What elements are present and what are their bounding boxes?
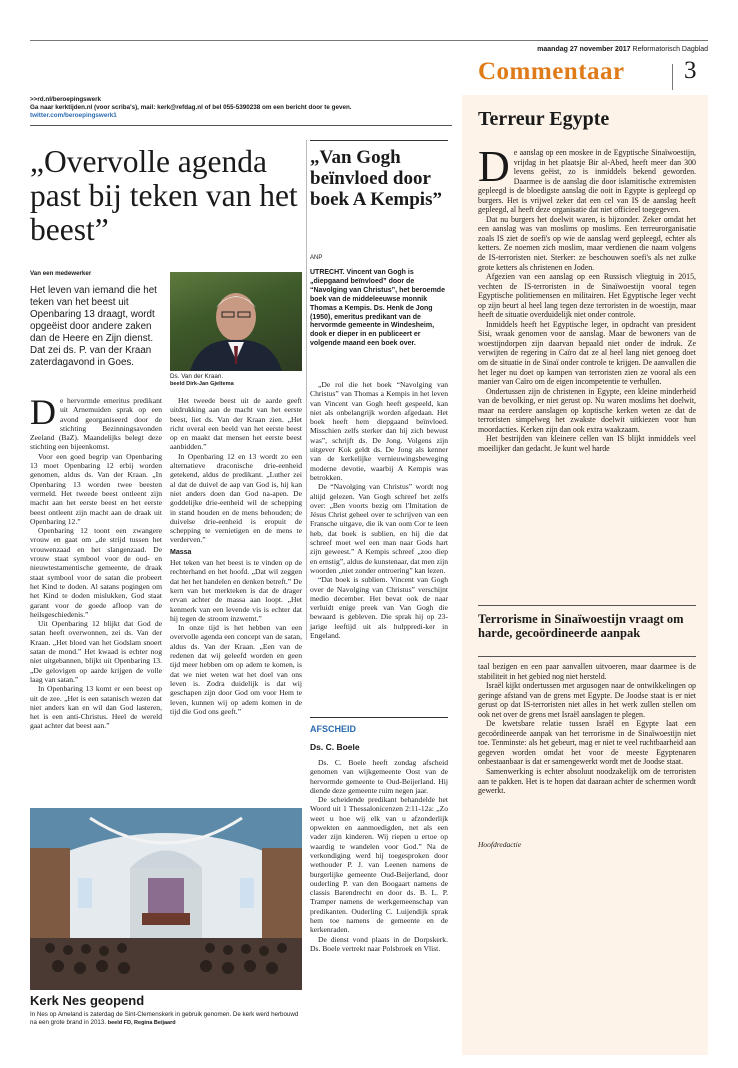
column-divider xyxy=(306,140,307,640)
gogh-source: ANP xyxy=(310,255,323,261)
commentaar-rule-2 xyxy=(478,656,696,657)
header-date: maandag 27 november 2017 xyxy=(537,46,631,53)
afscheid-rule xyxy=(310,717,448,718)
paragraph: Ds. C. Boele heeft zondag afscheid genomen van wijkgemeente Oost van de hervormde gemeente te Oud-Beijerland. Hij diende deze gemeente ruim negen jaar. xyxy=(310,758,448,795)
paragraph: In Openbaring 12 en 13 wordt zo een alternatieve draconische drie-eenheid getekend, aldus de predikant. „Luther zei al dat de duivel de aap van God is, hij kan niet anders doen dan God na-apen. De goddelijke drie-eenheid wil de schepping in stand houden en de mens behouden; de duivelse drie-eenheid is eropuit de schepping te vernietigen en de mens te verderven.” xyxy=(170,451,302,545)
gogh-body xyxy=(310,380,448,640)
paragraph: De kwetsbare relatie tussen Israël en Egypte laat een gecoördineerde aanpak van het terrorisme in de Sinaïwoestijn niet toe. Tenminste: als het gebeurt, mag er niet te veel ruchtbaarheid aan gegeven worden omdat het voor de meeste Egyptenaren onbestaanbaar is dat er samengewerkt wordt met de Joodse staat. xyxy=(478,719,696,767)
paragraph: Het bestrijden van kleinere cellen van IS blijkt inmiddels veel moeilijker dan gedacht. Je kunt wel harde xyxy=(478,434,696,453)
commentaar-subtitle: Terrorisme in Sinaïwoestijn vraagt om harde, gecoördineerde aanpak xyxy=(478,612,684,640)
paragraph: Openbaring 12 toont een zwangere vrouw en gaat om „de strijd tussen het vrouwenzaad en het slangenzaad. De vrouw staat symbool voor de oud- en nieuwtestamentische gemeente, de draak staat symbool voor de satan die probeert het Kind te doden. Al satans pogingen om het Kind te doden mislukken, God staat garant voor de goede afloop van de heilsgeschiedenis.” xyxy=(30,526,162,619)
paragraph: Afgezien van een aanslag op een Russisch vliegtuig in 2015, vechten de IS-terroristen in de Sinaïwoestijn vooral tegen Egyptische politiemensen en militairen. Het Egyptische leger vecht op zijn beurt al heel lang tegen deze terroristen in de woestijn, maar heeft de situatie overduidelijk niet onder controle. xyxy=(478,272,696,320)
commentaar-rule xyxy=(478,605,696,606)
paragraph: Israël kijkt ondertussen met argusogen naar de ontwikkelingen op geringe afstand van de grens met Egypte. De Joodse staat is er niet gerust op dat IS-terroristen niet alles in het werk zullen stellen om ook net over de grens met Israël aanslagen te plegen. xyxy=(478,681,696,719)
commentaar-continued xyxy=(478,662,696,796)
portrait-illustration xyxy=(170,272,302,371)
subheading: Massa xyxy=(170,548,192,556)
paragraph: De dienst vond plaats in de Dorpskerk. Ds. Boele vertrekt naar Polsbroek en Vlist. xyxy=(310,934,448,953)
paragraph: De scheidende predikant behandelde het Woord uit 1 Thessalonicenzen 2:11-12a: „Zo weet u hoe wij elk van u afzonderlijk opwekten en aanmoedigden, net als een vader zijn kinderen. Wij riepen u ertoe op waardig te wandelen voor God.” Na de verkondiging werd hij toegesproken door wethouder P. J. van Leenen namens de burgerlijke gemeente Oud-Beijerland, door ouderling P. van den Boogaart namens de classis Barendrecht en door ds. B. L. P. Tramper namens de werkgemeenschap van predikanten. Ouderling C. Luijendijk sprak hem toe namens de gemeente en de kerkenraden. xyxy=(310,795,448,935)
paragraph: Het tweede beest uit de aarde geeft uitdrukking aan de macht van het eerste beest, liet ds. Van der Kraan zien. „Het richt overal een beeld van het eerste beest op en maakt dat mensen het eerste beest aanbidden.” xyxy=(170,396,302,452)
dropcap: D xyxy=(30,392,56,432)
afscheid-body xyxy=(310,758,448,953)
paragraph: Dat nu burgers het doelwit waren, is bijzonder. Zeker omdat het een aanslag was van moslims op moslims. Een terreurorganisatie zoals IS ziet de soefi's op wie de aanslag werd gepleegd, echter als ketters. Ze noemen zich moslim, maar verdienen die naam volgens de IS-terroristen niet. Sterker: ze beschouwen soefi's als net zulke grote ketters als christenen en Joden. xyxy=(478,214,696,272)
church-interior-illustration xyxy=(30,808,302,990)
main-headline: „Overvolle agenda past bij teken van het beest” xyxy=(30,144,298,247)
kerk-caption-text: In Nes op Ameland is zaterdag de Sint-Clemenskerk in gebruik genomen. De kerk werd herbouwd na een grote brand in 2013. xyxy=(30,1011,299,1027)
col1-first: e hervormde emeritus predikant uit Arnemuiden sprak op een avond georganiseerd door de stichting Bezinningsavonden Zeeland (BaZ). Maandelijks belegt deze stichting een bijeenkomst. xyxy=(30,396,162,452)
signature: Hoofdredactie xyxy=(478,840,522,849)
afscheid-name: Ds. C. Boele xyxy=(310,742,360,752)
kerk-credit: beeld FD, Regina Beijaard xyxy=(107,1020,176,1027)
paragraph: „De rol die het boek “Navolging van Christus” van Thomas a Kempis in het leven van Vincent van Gogh heeft gespeeld, kan niet als onbelangrijk worden afgedaan. Het boek heeft hem diepgaand beïnvloed. Misschien zelfs sterker dan hij zich bewust was”, schrijft ds. De Jong. Volgens zijn uitgever Kok geldt ds. De Jong als kenner van de kerkelijke vernieuwingsbeweging moderne devotie, waarbij A Kempis was betrokken. xyxy=(310,380,448,482)
section-title: Commentaar xyxy=(478,58,625,85)
notice-twitter[interactable]: twitter.com/beroepingswerk1 xyxy=(30,112,117,119)
paragraph: Samenwerking is echter absoluut noodzakelijk om de terroristen aan te pakken. Het is te hopen dat daaraan achter de schermen wordt gewerkt. xyxy=(478,767,696,796)
notice-url[interactable]: >>rd.nl/beroepingswerk xyxy=(30,96,102,103)
commentaar-first: e aanslag op een moskee in de Egyptische Sinaïwoestijn, vrijdag in het plaatsje Bir al-Abed, heeft meer dan 300 levens geëist, zo is inmiddels bekend geworden. Daarmee is de aanslag die door islamitische extremisten gepleegd is de bloedigste aanslag die ooit in Egypte is gepleegd op burgers. Het is vrijwel zeker dat een cel van IS de aanslag heeft gepleegd, al heeft deze organisatie dat niet officieel toegegeven. xyxy=(478,148,696,215)
notice xyxy=(30,96,450,120)
afscheid-label: AFSCHEID xyxy=(310,724,357,734)
kerk-headline: Kerk Nes geopend xyxy=(30,993,145,1008)
gogh-lead: UTRECHT. Vincent van Gogh is „diepgaand beïnvloed” door de “Navolging van Christus”, het beroemde boek van de middeleeuwse monnik Thomas a Kempis. Ds. Henk de Jong (1950), emeritus predikant van de hervormde gemeente in Windesheim, dook er dieper in en publiceert er volgende maand een boek over. xyxy=(310,269,445,348)
paragraph: Inmiddels heeft het Egyptische leger, in opdracht van president Sisi, wraak genomen voor de aanslag. Maar de bewoners van de woestijndorpen zijn daarvan bepaald niet onder de indruk. Ze verwijten de regering in Caïro dat ze al heel lang niet genoeg doet om de situatie in de Sinaï onder controle te krijgen. De aanvallen die het leger nu doet op kampen van terroristen zien ze vooral als een manier van Caïro om de eigen incompetentie te verhullen. xyxy=(478,319,696,387)
notice-rule xyxy=(30,125,452,126)
header-paper: Reformatorisch Dagblad xyxy=(632,46,708,53)
paragraph: In onze tijd is het hebben van een overvolle agenda een concept van de satan, aldus ds. Van der Kraan. „Een van de redenen dat wij geleefd worden en geen tijd meer hebben om op adem te komen, is dat we niet weten wat het doel van ons leven is. Zodra duidelijk is dat wij geschapen zijn door God om voor Hem te leven, kunnen wij op adem komen in de tijd die God ons geeft.” xyxy=(170,623,302,716)
paragraph: De “Navolging van Christus” wordt nog altijd gelezen. Van Gogh schreef het zelfs over: „Ben voorts bezig om l'Imitation de Jésus Christ geheel over te schrijven van een Fransche uitgave, die ik van oom Cor te leen heb, dat boek is sublien, en hij die dat schreef moet wel een man naar Gods hart zijn geweest.” A Kempis schreef „zoo diep en ernstig”, aldus de kunstenaar, dat men zijn woorden „niet zonder ontroering” kan lezen. xyxy=(310,482,448,575)
paragraph: In Openbaring 13 komt er een beest op uit de zee. „Het is een satanisch wezen dat niet anders kan en wil dan God lasteren, het is een anti-Christus. Heel de wereld gaat achter dat beest aan.” xyxy=(30,684,162,731)
commentaar-body xyxy=(478,142,696,454)
lead: Het leven van iemand die het teken van het beest uit Openbaring 13 draagt, wordt opgeëist door andere zaken dan de Heere en Zijn dienst. Dat zei ds. P. van der Kraan zaterdagavond in Goes. xyxy=(30,285,157,368)
paragraph: Voor een goed begrip van Openbaring 13 moet Openbaring 12 erbij worden genomen, aldus ds. Van der Kraan. „In Openbaring 13 worden twee beesten vermeld. Het tweede beest ontleent zijn macht aan het eerste beest en het eerste beest ontleent zijn macht aan de draak uit Openbaring 12.” xyxy=(30,451,162,526)
photo-kerk-nes xyxy=(30,808,302,990)
dropcap: D xyxy=(478,142,510,191)
photo-caption: Ds. Van der Kraan. xyxy=(170,373,224,380)
kerk-caption xyxy=(30,1011,302,1028)
main-col1 xyxy=(30,392,162,731)
gogh-rule xyxy=(310,140,448,141)
notice-text: Ga naar kerktijden.nl (voor scriba's), mail: kerk@refdag.nl of bel 055-5390238 om een bericht door te geven. xyxy=(30,104,352,111)
byline: Van een medewerker xyxy=(30,270,92,277)
header-rule xyxy=(30,40,708,41)
paragraph: “Dat boek is subliem. Vincent van Gogh over de Navolging van Christus” verschijnt medio december. Het bevat ook de naar verluidt enige preek van Van Gogh die bewaard is gebleven. Die sprak hij op 23-jarige leeftijd uit als hulppredi-ker in Engeland. xyxy=(310,575,448,641)
paragraph: Het teken van het beest is te vinden op de rechterhand en het hoofd. „Dat wil zeggen dat het het handelen en denken betreft.” De kern van het merkteken is dat de drager ervan achter de massa aan loopt. „Het kenmerk van een levende vis is echter dat hij tegen de stroom inzwemt.” xyxy=(170,558,302,623)
paragraph: Ondertussen zijn de christenen in Egypte, een kleine minderheid van de bevolking, er niet gerust op. Nu waren moslims het doelwit, maar na eerdere aanslagen op koptische kerken weten ze dat de terroristen simpelweg het zwakste doelwit uitkiezen voor hun moordacties. Kerken zijn dan ook extra waakzaam. xyxy=(478,386,696,434)
commentaar-title: Terreur Egypte xyxy=(478,108,610,130)
gogh-headline: „Van Gogh beïnvloed door boek A Kempis” xyxy=(310,147,442,210)
main-col2 xyxy=(170,396,302,716)
dateline xyxy=(480,46,708,53)
page-number: 3 xyxy=(684,57,697,84)
photo-ds-van-der-kraan xyxy=(170,272,302,371)
paragraph: Uit Openbaring 12 blijkt dat God de satan heeft overwonnen, zei ds. Van der Kraan. „Het bloed van het Godslam snoert satan de mond.” Het kwaad is echter nog niet uitgebannen, blijkt uit Openbaring 13. „De gelovigen op aarde krijgen de volle laag van satan.” xyxy=(30,619,162,684)
photo-credit: beeld Dirk-Jan Gjeltema xyxy=(170,381,234,387)
header-divider xyxy=(672,64,673,90)
paragraph: taal bezigen en een paar aanvallen uitvoeren, maar daarmee is de stabiliteit in het gebied nog niet hersteld. xyxy=(478,662,696,681)
